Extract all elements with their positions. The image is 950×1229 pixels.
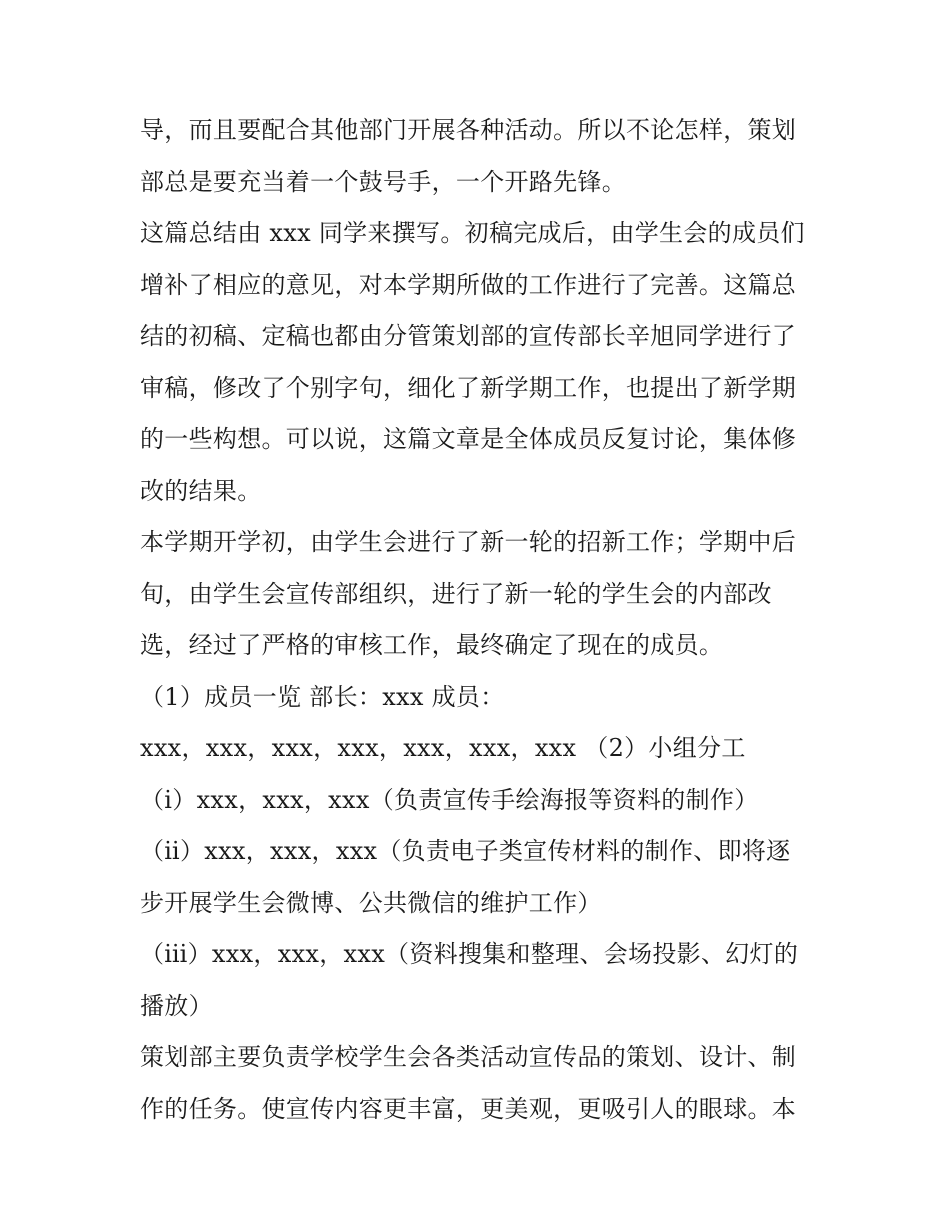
text-line: 本学期开学初，由学生会进行了新一轮的招新工作；学期中后 — [140, 528, 797, 556]
text-line: 播放） — [140, 991, 213, 1020]
document-body — [140, 105, 820, 1135]
text-line: 这篇总结由 xxx 同学来撰写。初稿完成后，由学生会的成员们 — [140, 219, 805, 247]
text-line: 部总是要充当着一个鼓号手，一个开路先锋。 — [140, 167, 626, 196]
text-line: （ⅲ）xxx，xxx，xxx（资料搜集和整理、会场投影、幻灯的 — [140, 940, 799, 968]
text-line: xxx，xxx，xxx，xxx，xxx，xxx，xxx （2）小组分工 — [140, 734, 746, 762]
text-line: 步开展学生会微博、公共微信的维护工作） — [140, 888, 602, 917]
text-line: （ⅱ）xxx，xxx，xxx（负责电子类宣传材料的制作、即将逐 — [140, 837, 791, 865]
text-line: 策划部主要负责学校学生会各类活动宣传品的策划、设计、制 — [140, 1043, 797, 1071]
text-line: 的一些构想。可以说，这篇文章是全体成员反复讨论，集体修 — [140, 425, 797, 453]
text-line: 增补了相应的意见，对本学期所做的工作进行了完善。这篇总 — [140, 270, 797, 299]
text-line: 导，而且要配合其他部门开展各种活动。所以不论怎样，策划 — [140, 116, 797, 144]
text-line: 选，经过了严格的审核工作，最终确定了现在的成员。 — [140, 631, 724, 659]
text-line: 审稿，修改了个别字句，细化了新学期工作，也提出了新学期 — [140, 373, 797, 402]
text-line: 结的初稿、定稿也都由分管策划部的宣传部长辛旭同学进行了 — [140, 322, 797, 350]
text-line: （1）成员一览 部长：xxx 成员： — [140, 682, 505, 711]
text-line: （ⅰ）xxx，xxx，xxx（负责宣传手绘海报等资料的制作） — [140, 785, 759, 814]
text-line: 旬，由学生会宣传部组织，进行了新一轮的学生会的内部改 — [140, 579, 772, 608]
text-line: 改的结果。 — [140, 476, 262, 505]
text-line: 作的任务。使宣传内容更丰富，更美观，更吸引人的眼球。本 — [140, 1094, 797, 1123]
